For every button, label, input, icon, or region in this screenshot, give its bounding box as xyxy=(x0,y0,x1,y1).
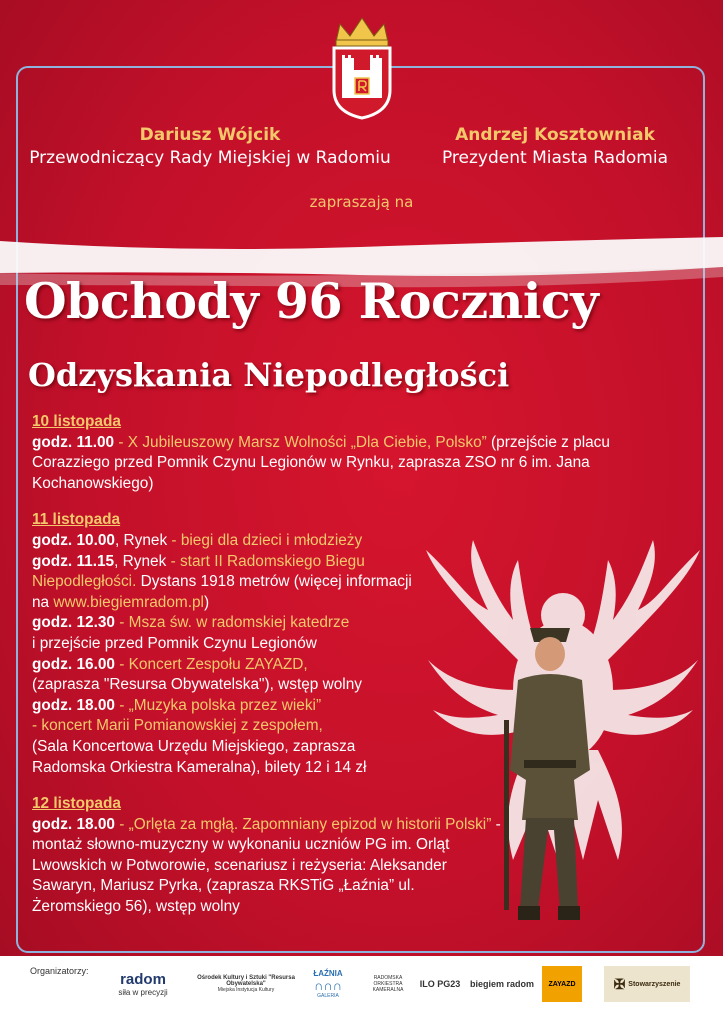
event-details: (Sala Koncertowa Urzędu Miejskiego, zaprasza Radomska Orkiestra Kameralna), bilety 12 i 14 zł xyxy=(32,737,367,776)
organizers-label: Organizatorzy: xyxy=(30,966,89,976)
day-1-event-1 xyxy=(32,433,692,495)
event-title-2: - koncert Marii Pomianowskiej z zespołem, xyxy=(32,717,323,735)
event-place: , Rynek xyxy=(114,531,168,549)
radom-logo-sub: siła w precyzji xyxy=(118,988,168,997)
laznia-logo xyxy=(308,966,348,1002)
event-time: godz. 11.00 xyxy=(32,433,115,451)
laznia-logo-sub: GALERIA xyxy=(317,993,339,999)
zayazd-logo-text: ZAYAZD xyxy=(548,980,576,988)
day-2-event-1 xyxy=(32,531,412,552)
resursa-logo xyxy=(196,966,296,1002)
ilo-logo-text: ILO PG23 xyxy=(419,979,461,989)
day-1-date: 10 listopada xyxy=(32,413,121,430)
resursa-logo-sub: Miejska Instytucja Kultury xyxy=(217,987,275,993)
event-title: - „Muzyka polska przez wieki” xyxy=(114,696,322,714)
resursa-logo-text: Ośrodek Kultury i Sztuki "Resursa Obywatelska" xyxy=(197,975,295,987)
host-1 xyxy=(20,124,400,170)
event-title: - start II Radomskiego Biegu Niepodległości. xyxy=(32,552,365,591)
orchestra-logo-text: RADOMSKA ORKIESTRA KAMERALNA xyxy=(372,975,404,993)
event-time: godz. 10.00 xyxy=(32,531,115,549)
day-2-event-2 xyxy=(32,552,412,614)
program xyxy=(32,412,692,918)
event-time: godz. 18.00 xyxy=(32,815,115,833)
event-time: godz. 18.00 xyxy=(32,696,115,714)
host-2-role: Prezydent Miasta Radomia xyxy=(441,148,668,168)
ilo-pg23-logo xyxy=(418,966,462,1002)
orchestra-logo xyxy=(366,966,410,1002)
invite-text: zapraszają na xyxy=(309,193,414,211)
radom-logo-text: radom xyxy=(120,971,166,988)
cross-icon: ✠ xyxy=(613,975,626,992)
website-link[interactable]: www.biegiemradom.pl xyxy=(53,593,204,611)
day-2-event-5 xyxy=(32,696,412,778)
event-details: Dystans 1918 metrów (więcej informacji na xyxy=(32,573,412,611)
day-3-date: 12 listopada xyxy=(32,795,121,813)
event-title: - X Jubileuszowy Marsz Wolności „Dla Ciebie, Polsko” xyxy=(114,433,487,451)
poster-title: Obchody 96 Rocznicy xyxy=(24,272,599,330)
event-details-end: ) xyxy=(203,593,210,611)
day-2-event-3 xyxy=(32,613,412,654)
organizers-footer xyxy=(0,956,723,1024)
event-place: , Rynek xyxy=(114,552,167,570)
event-title: - biegi dla dzieci i młodzieży xyxy=(167,531,363,549)
laznia-logo-text: ŁAŹNIA xyxy=(313,969,343,978)
host-1-role: Przewodniczący Rady Miejskiej w Radomiu xyxy=(29,148,391,168)
laznia-waves-icon: ∩∩∩ xyxy=(313,978,343,993)
event-details: (zaprasza "Resursa Obywatelska"), wstęp wolny xyxy=(32,676,362,694)
event-time: godz. 11.15 xyxy=(32,552,115,570)
host-1-name: Dariusz Wójcik xyxy=(139,125,281,145)
event-title: - „Orlęta za mgłą. Zapomniany epizod w historii Polski” xyxy=(114,815,492,833)
poster-subtitle: Odzyskania Niepodległości xyxy=(28,356,510,394)
radom-logo xyxy=(108,966,178,1002)
zayazd-logo xyxy=(542,966,582,1002)
event-time: godz. 16.00 xyxy=(32,655,115,673)
event-title: - Koncert Zespołu ZAYAZD, xyxy=(114,655,308,673)
association-logo xyxy=(604,966,690,1002)
host-2-name: Andrzej Kosztowniak xyxy=(455,125,655,145)
biegiem-radom-logo xyxy=(470,966,534,1002)
day-2-event-4 xyxy=(32,655,412,696)
host-2 xyxy=(405,124,705,170)
biegiem-logo-text: biegiem radom xyxy=(470,979,535,989)
radom-coat-of-arms-icon xyxy=(328,12,396,120)
day-3-event-1 xyxy=(32,815,502,918)
event-details: i przejście przed Pomnik Czynu Legionów xyxy=(32,634,317,652)
association-logo-text: Stowarzyszenie xyxy=(628,980,681,988)
event-details: - montaż słowno-muzyczny w wykonaniu uczniów PG im. Orląt Lwowskich w Potworowie, scenariusz i reżyseria: Aleksander Sawaryn, Mariusz Pyrka, (zaprasza RKSTiG „Łaźnia” ul. Żeromskiego 56), wstęp wolny xyxy=(32,815,501,916)
event-title: - Msza św. w radomskiej katedrze xyxy=(114,614,350,632)
event-details: (przejście z placu Corazziego przed Pomnik Czynu Legionów w Rynku, zaprasza ZSO nr 6 im. Jana Kochanowskiego) xyxy=(32,433,610,492)
event-time: godz. 12.30 xyxy=(32,614,115,632)
day-2-date: 11 listopada xyxy=(32,511,121,529)
